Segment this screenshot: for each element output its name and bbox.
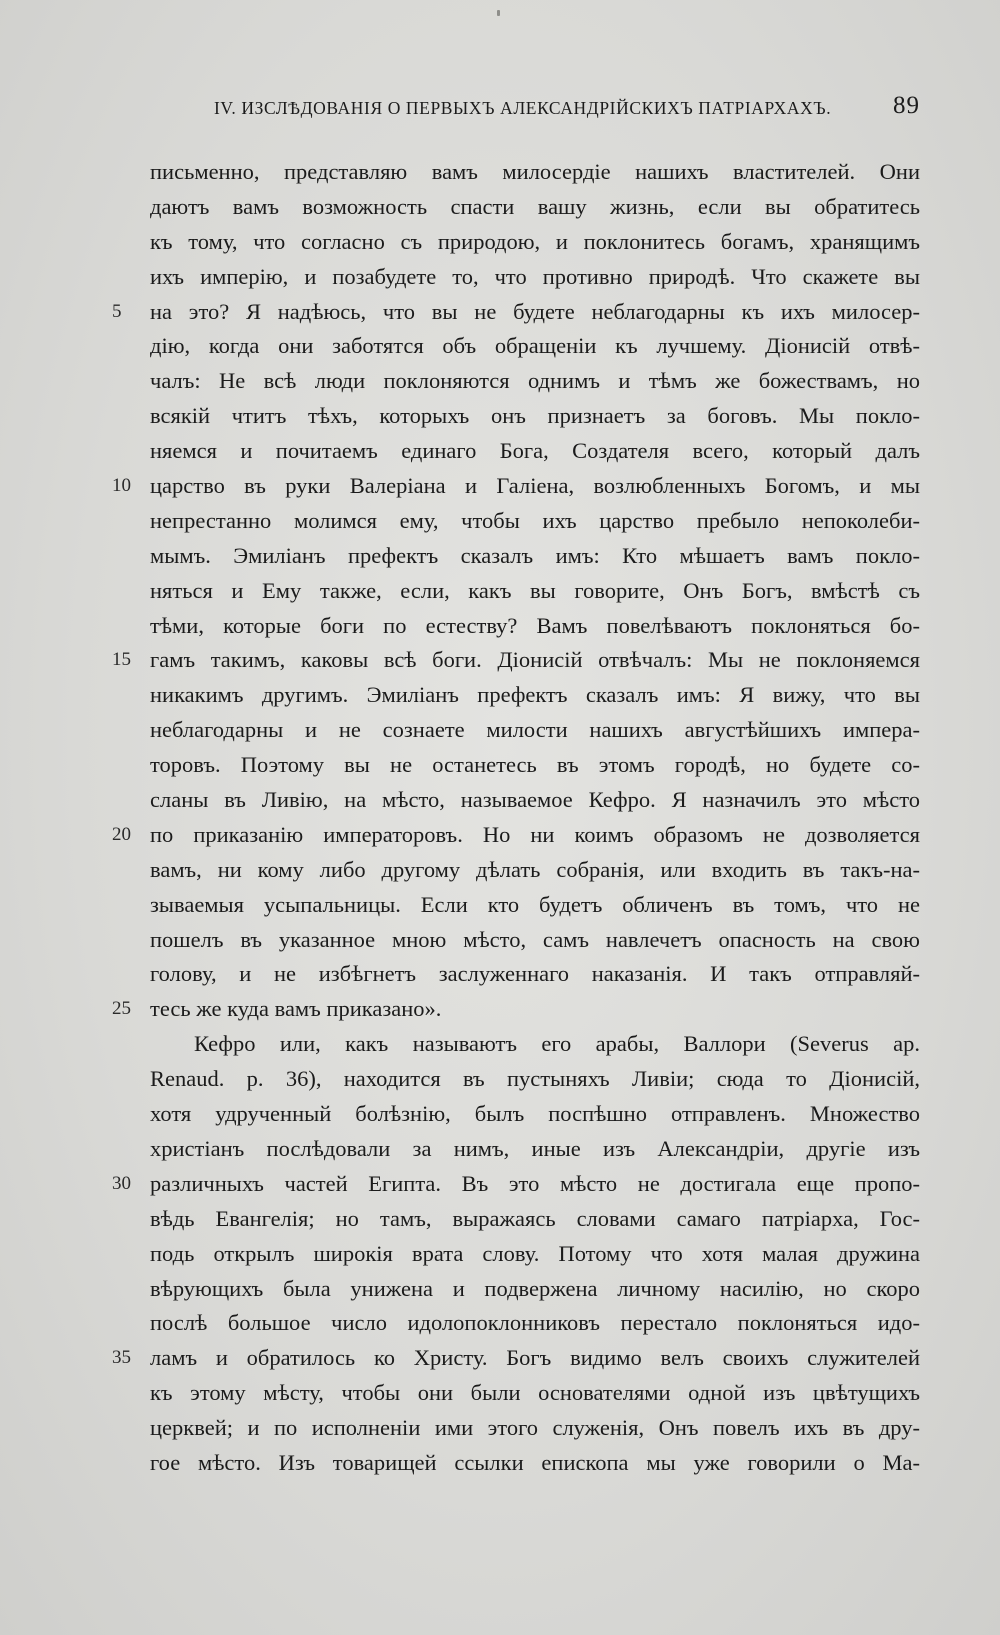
text-line bbox=[0, 469, 1000, 504]
text-line bbox=[0, 748, 1000, 783]
text-line bbox=[0, 957, 1000, 992]
line-text: хотя удрученный болѣзнію, былъ поспѣшно отправленъ. Множество bbox=[150, 1101, 920, 1127]
line-text: тесь же куда вамъ приказано». bbox=[150, 996, 442, 1022]
text-line bbox=[0, 1272, 1000, 1307]
line-text: даютъ вамъ возможность спасти вашу жизнь, если вы обратитесь bbox=[150, 193, 920, 219]
line-text: ихъ имперію, и позабудете то, что противно природѣ. Что скажете вы bbox=[150, 263, 920, 289]
line-text: няемся и почитаемъ единаго Бога, Создателя всего, который далъ bbox=[150, 438, 920, 464]
line-number: 5 bbox=[112, 300, 122, 322]
line-text: всякій чтитъ тѣхъ, которыхъ онъ признаетъ за боговъ. Мы покло- bbox=[150, 403, 920, 429]
line-text: ламъ и обратилось ко Христу. Богъ видимо велъ своихъ служителей bbox=[150, 1345, 920, 1371]
text-line bbox=[0, 399, 1000, 434]
page-header bbox=[150, 94, 920, 134]
text-line bbox=[0, 1167, 1000, 1202]
text-line bbox=[0, 1411, 1000, 1446]
text-line bbox=[0, 329, 1000, 364]
text-line bbox=[0, 504, 1000, 539]
text-line bbox=[0, 434, 1000, 469]
text-line bbox=[0, 853, 1000, 888]
text-line bbox=[0, 574, 1000, 609]
line-number: 15 bbox=[112, 649, 131, 671]
line-text: мымъ. Эмиліанъ префектъ сказалъ имъ: Кто мѣшаетъ вамъ покло- bbox=[150, 542, 920, 568]
text-line bbox=[0, 260, 1000, 295]
line-text: непрестанно молимся ему, чтобы ихъ царство пребыло непоколеби- bbox=[150, 507, 920, 533]
line-number: 10 bbox=[112, 475, 131, 497]
line-text: Кефро или, какъ называютъ его арабы, Валлори (Severus ap. bbox=[194, 1031, 920, 1057]
line-text: торовъ. Поэтому вы не останетесь въ этомъ городѣ, но будете со- bbox=[150, 752, 920, 778]
line-text: гое мѣсто. Изъ товарищей ссылки епископа мы уже говорили о Ма- bbox=[150, 1449, 920, 1475]
text-line bbox=[0, 992, 1000, 1027]
text-line bbox=[0, 155, 1000, 190]
text-line bbox=[0, 1237, 1000, 1272]
text-line bbox=[0, 1306, 1000, 1341]
text-line bbox=[0, 295, 1000, 330]
line-text: неблагодарны и не сознаете милости нашихъ августѣйшихъ импера- bbox=[150, 717, 920, 743]
line-number: 25 bbox=[112, 998, 131, 1020]
text-line bbox=[0, 923, 1000, 958]
line-text: гамъ такимъ, каковы всѣ боги. Діонисій отвѣчалъ: Мы не поклоняемся bbox=[150, 647, 920, 673]
line-text: голову, и не избѣгнетъ заслуженнаго наказанія. И такъ отправляй- bbox=[150, 961, 920, 987]
line-text: различныхъ частей Египта. Въ это мѣсто не достигала еще пропо- bbox=[150, 1170, 920, 1196]
text-line bbox=[0, 364, 1000, 399]
line-text: по приказанію императоровъ. Но ни коимъ образомъ не дозволяется bbox=[150, 821, 920, 847]
text-line bbox=[0, 1062, 1000, 1097]
line-text: къ тому, что согласно съ природою, и поклонитесь богамъ, хранящимъ bbox=[150, 228, 920, 254]
line-text: письменно, представляю вамъ милосердіе нашихъ властителей. Они bbox=[150, 159, 920, 184]
text-line bbox=[0, 713, 1000, 748]
text-line bbox=[0, 678, 1000, 713]
text-line bbox=[0, 643, 1000, 678]
line-text: церквей; и по исполненіи ими этого служенія, Онъ повелъ ихъ въ дру- bbox=[150, 1415, 920, 1441]
line-text: царство въ руки Валеріана и Галіена, возлюбленныхъ Богомъ, и мы bbox=[150, 473, 920, 499]
line-text: къ этому мѣсту, чтобы они были основателями одной изъ цвѣтущихъ bbox=[150, 1380, 920, 1406]
text-line bbox=[0, 1202, 1000, 1237]
text-line bbox=[0, 888, 1000, 923]
text-line bbox=[0, 539, 1000, 574]
line-text: Renaud. p. 36), находится въ пустыняхъ Ливіи; сюда то Діонисій, bbox=[150, 1066, 920, 1092]
page-number: 89 bbox=[893, 92, 920, 119]
line-text: вѣрующихъ была унижена и подвержена личному насилію, но скоро bbox=[150, 1275, 920, 1301]
text-line bbox=[0, 1446, 1000, 1481]
line-number: 35 bbox=[112, 1347, 131, 1369]
text-line bbox=[0, 609, 1000, 644]
text-line bbox=[0, 818, 1000, 853]
line-text: тѣми, которые боги по естеству? Вамъ повелѣваютъ поклоняться бо- bbox=[150, 612, 920, 638]
line-text: подь открылъ широкія врата слову. Потому что хотя малая дружина bbox=[150, 1240, 920, 1266]
line-text: сланы въ Ливію, на мѣсто, называемое Кефро. Я назначилъ это мѣсто bbox=[150, 787, 920, 813]
line-number: 20 bbox=[112, 823, 131, 845]
line-text: няться и Ему также, если, какъ вы говорите, Онъ Богъ, вмѣстѣ съ bbox=[150, 577, 920, 603]
text-line bbox=[0, 1132, 1000, 1167]
line-text: вамъ, ни кому либо другому дѣлать собранія, или входить въ такъ-на- bbox=[150, 856, 920, 882]
line-text: чалъ: Не всѣ люди поклоняются однимъ и тѣмъ же божествамъ, но bbox=[150, 368, 920, 394]
line-text: послѣ большое число идолопоклонниковъ перестало поклоняться идо- bbox=[150, 1310, 920, 1336]
text-line bbox=[0, 225, 1000, 260]
text-line bbox=[0, 783, 1000, 818]
body-text bbox=[0, 155, 1000, 1481]
line-text: дію, когда они заботятся объ обращеніи къ лучшему. Діонисій отвѣ- bbox=[150, 333, 920, 359]
text-line bbox=[0, 190, 1000, 225]
line-text: зываемыя усыпальницы. Если кто будетъ обличенъ въ томъ, что не bbox=[150, 891, 920, 917]
text-line bbox=[0, 1097, 1000, 1132]
line-number: 30 bbox=[112, 1172, 131, 1194]
line-text: на это? Я надѣюсь, что вы не будете неблагодарны къ ихъ милосер- bbox=[150, 298, 920, 324]
text-line bbox=[0, 1341, 1000, 1376]
line-text: пошелъ въ указанное мною мѣсто, самъ навлечетъ опасность на свою bbox=[150, 926, 920, 952]
text-line bbox=[0, 1376, 1000, 1411]
line-text: никакимъ другимъ. Эмиліанъ префектъ сказалъ имъ: Я вижу, что вы bbox=[150, 682, 920, 708]
line-text: вѣдь Евангелія; но тамъ, выражаясь словами самаго патріарха, Гос- bbox=[150, 1205, 920, 1231]
line-text: христіанъ послѣдовали за нимъ, иные изъ Александріи, другіе изъ bbox=[150, 1135, 920, 1161]
text-line bbox=[0, 1027, 1000, 1062]
running-head: IV. ИЗСЛѢДОВАНІЯ О ПЕРВЫХЪ АЛЕКСАНДРІЙСКИХЪ ПАТРІАРХАХЪ. bbox=[214, 98, 832, 118]
print-speck bbox=[497, 10, 500, 16]
